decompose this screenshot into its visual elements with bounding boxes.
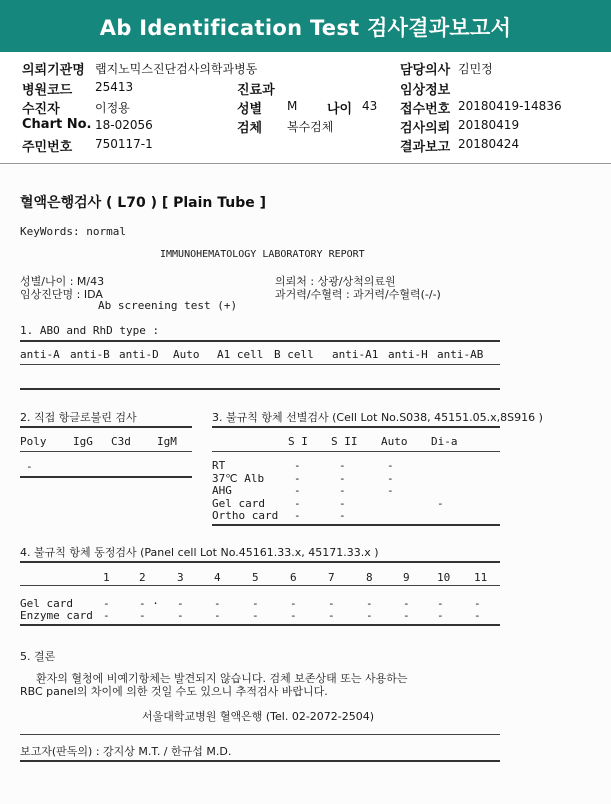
value-receipt-no: 20180419-14836	[458, 99, 562, 113]
panel-col-1: 1	[103, 571, 110, 584]
panel-rule-top	[20, 561, 500, 563]
panel-col-3: 3	[177, 571, 184, 584]
abo-col-b-cell: B cell	[274, 348, 314, 361]
lab-title: IMMUNOHEMATOLOGY LABORATORY REPORT	[160, 249, 365, 260]
panel-rule-bottom	[20, 624, 500, 626]
screen-row-ahg-s1: -	[294, 484, 301, 497]
screen-row-ortho-s1: -	[294, 509, 301, 522]
panel-row-enzyme-cell-4: -	[214, 609, 221, 622]
label-sex: 성별	[237, 102, 263, 117]
report-heading: 혈액은행검사 ( L70 ) [ Plain Tube ]	[20, 195, 267, 211]
abo-col-a1-cell: A1 cell	[217, 348, 264, 361]
panel-col-8: 8	[366, 571, 373, 584]
panel-row-gel-cell-7: -	[328, 597, 335, 610]
panel-row-gel-cell-9: -	[403, 597, 410, 610]
dat-col-igm: IgM	[157, 435, 177, 448]
conclusion-title: 5. 결론	[20, 650, 56, 663]
panel-row-gel-cell-1: -	[103, 597, 110, 610]
abo-rule-bottom	[20, 388, 500, 390]
label-patient: 수진자	[22, 102, 60, 117]
panel-row-gel-cell-8: -	[366, 597, 373, 610]
screen-row-alb-auto: -	[387, 472, 394, 485]
screen-row-ahg-label: AHG	[212, 484, 232, 497]
keywords: KeyWords: normal	[20, 225, 126, 238]
value-test-request: 20180419	[458, 118, 520, 132]
panel-row-enzyme-cell-10: -	[437, 609, 444, 622]
screen-row-ortho-s2: -	[339, 509, 346, 522]
label-department: 진료과	[237, 83, 275, 98]
label-chart-no: Chart No.	[22, 117, 92, 132]
screen-row-alb-s1: -	[294, 472, 301, 485]
label-doctor: 담당의사	[400, 63, 451, 78]
panel-row-enzyme-cell-9: -	[403, 609, 410, 622]
abo-col-anti-h: anti-H	[388, 348, 428, 361]
label-test-request: 검사의뢰	[400, 121, 451, 136]
reporter-rule-top	[20, 734, 500, 735]
label-clinical-info: 임상정보	[400, 83, 451, 98]
panel-row-gel-cell-3: -	[177, 597, 184, 610]
value-chart-no: 18-02056	[95, 118, 153, 132]
title-bar	[0, 0, 611, 52]
dat-rule-mid	[20, 451, 192, 452]
panel-row-gel-cell-11: -	[474, 597, 481, 610]
panel-row-enzyme-cell-11: -	[474, 609, 481, 622]
panel-col-7: 7	[328, 571, 335, 584]
screen-col-s2: S II	[331, 435, 358, 448]
screen-row-ahg-auto: -	[387, 484, 394, 497]
screen-row-rt-s1: -	[294, 459, 301, 472]
dat-rule-top	[20, 426, 192, 428]
panel-row-gel-cell-2: - ·	[139, 597, 159, 610]
panel-row-gel-cell-4: -	[214, 597, 221, 610]
screen-col-auto: Auto	[381, 435, 408, 448]
institution: 서울대학교병원 혈액은행 (Tel. 02-2072-2504)	[142, 710, 375, 723]
value-age: 43	[362, 99, 378, 113]
screen-rule-top	[212, 426, 500, 428]
value-sex: M	[287, 99, 298, 113]
panel-row-gel-cell-6: -	[290, 597, 297, 610]
value-result-report: 20180424	[458, 137, 520, 151]
value-patient: 이정용	[95, 101, 130, 115]
label-specimen: 검체	[237, 121, 263, 136]
screen-col-s1: S I	[288, 435, 308, 448]
panel-row-enzyme-cell-1: -	[103, 609, 110, 622]
dat-title: 2. 직접 항글로불린 검사	[20, 411, 137, 424]
abo-col-anti-d: anti-D	[119, 348, 159, 361]
abo-col-anti-ab: anti-AB	[437, 348, 484, 361]
panel-row-enzyme-cell-6: -	[290, 609, 297, 622]
label-hospital-code: 병원코드	[22, 83, 73, 98]
reporter-rule-bottom	[20, 760, 500, 762]
panel-row-enzyme-cell-3: -	[177, 609, 184, 622]
dat-value-poly: -	[26, 460, 33, 473]
requester: 의뢰처 : 상광/상척의료원	[275, 275, 396, 288]
conclusion-line-2: RBC panel의 차이에 의한 것일 수도 있으니 추적검사 바랍니다.	[20, 685, 328, 698]
dat-col-poly: Poly	[20, 435, 47, 448]
diagnosis: 임상진단명 : IDA	[20, 288, 103, 301]
value-doctor: 김민정	[458, 62, 493, 76]
panel-row-enzyme-cell-8: -	[366, 609, 373, 622]
conclusion-line-1: 환자의 혈청에 비예기항체는 발견되지 않습니다. 검체 보존상태 또는 사용하는	[36, 672, 408, 685]
dat-col-c3d: C3d	[111, 435, 131, 448]
abo-col-anti-a: anti-A	[20, 348, 60, 361]
value-hospital-code: 25413	[95, 80, 134, 94]
panel-row-enzyme-cell-2: -	[139, 609, 146, 622]
screen-row-rt-label: RT	[212, 459, 226, 472]
screen-row-gel-s2: -	[339, 497, 346, 510]
value-resident-no: 750117-1	[95, 137, 153, 151]
reporter: 보고자(판독의) : 강지상 M.T. / 한규섭 M.D.	[20, 745, 232, 758]
abo-rule-top	[20, 340, 500, 342]
label-age: 나이	[327, 102, 353, 117]
screen-row-gel-dia: -	[437, 497, 444, 510]
panel-row-gel-cell-5: -	[252, 597, 259, 610]
panel-col-5: 5	[252, 571, 259, 584]
history: 과거력/수혈력 : 과거력/수혈력(-/-)	[275, 288, 441, 301]
screen-row-alb-label: 37℃ Alb	[212, 472, 265, 485]
panel-col-2: 2	[139, 571, 146, 584]
screen-row-ahg-s2: -	[339, 484, 346, 497]
screen-rule-bottom	[212, 524, 500, 526]
screening-result: Ab screening test (+)	[98, 299, 238, 312]
panel-col-11: 11	[474, 571, 488, 584]
abo-title: 1. ABO and RhD type :	[20, 324, 160, 337]
panel-row-enzyme-label: Enzyme card	[20, 609, 93, 622]
dat-rule-bottom	[20, 476, 192, 478]
abo-col-anti-a1: anti-A1	[332, 348, 379, 361]
screen-row-gel-s1: -	[294, 497, 301, 510]
report-title: Ab Identification Test 검사결과보고서	[99, 16, 512, 40]
screen-title: 3. 불규칙 항체 선별검사 (Cell Lot No.S038, 45151.05.x,8S916 )	[212, 411, 543, 424]
abo-col-anti-b: anti-B	[70, 348, 110, 361]
value-requesting-institution: 랩지노믹스진단검사의학과병동	[95, 62, 258, 76]
sex-age: 성별/나이 : M/43	[20, 275, 105, 288]
panel-row-gel-label: Gel card	[20, 597, 73, 610]
panel-title: 4. 불규칙 항체 동정검사 (Panel cell Lot No.45161.33.x, 45171.33.x )	[20, 546, 379, 559]
screen-row-gel-label: Gel card	[212, 497, 265, 510]
label-result-report: 결과보고	[400, 140, 451, 155]
panel-col-10: 10	[437, 571, 451, 584]
label-resident-no: 주민번호	[22, 140, 73, 155]
panel-col-6: 6	[290, 571, 297, 584]
value-specimen: 복수검체	[287, 120, 334, 134]
panel-row-gel-cell-10: -	[437, 597, 444, 610]
abo-col-auto: Auto	[173, 348, 200, 361]
panel-rule-mid	[20, 585, 500, 586]
abo-rule-mid	[20, 364, 500, 365]
panel-row-enzyme-cell-7: -	[328, 609, 335, 622]
label-requesting-institution: 의뢰기관명	[22, 63, 85, 78]
label-receipt-no: 접수번호	[400, 102, 451, 117]
panel-col-4: 4	[214, 571, 221, 584]
screen-rule-mid	[212, 451, 500, 452]
screen-row-ortho-label: Ortho card	[212, 509, 279, 522]
panel-row-enzyme-cell-5: -	[252, 609, 259, 622]
dat-col-igg: IgG	[73, 435, 93, 448]
scanned-report	[0, 164, 611, 804]
panel-col-9: 9	[403, 571, 410, 584]
screen-row-rt-auto: -	[387, 459, 394, 472]
screen-col-dia: Di-a	[431, 435, 458, 448]
screen-row-rt-s2: -	[339, 459, 346, 472]
screen-row-alb-s2: -	[339, 472, 346, 485]
